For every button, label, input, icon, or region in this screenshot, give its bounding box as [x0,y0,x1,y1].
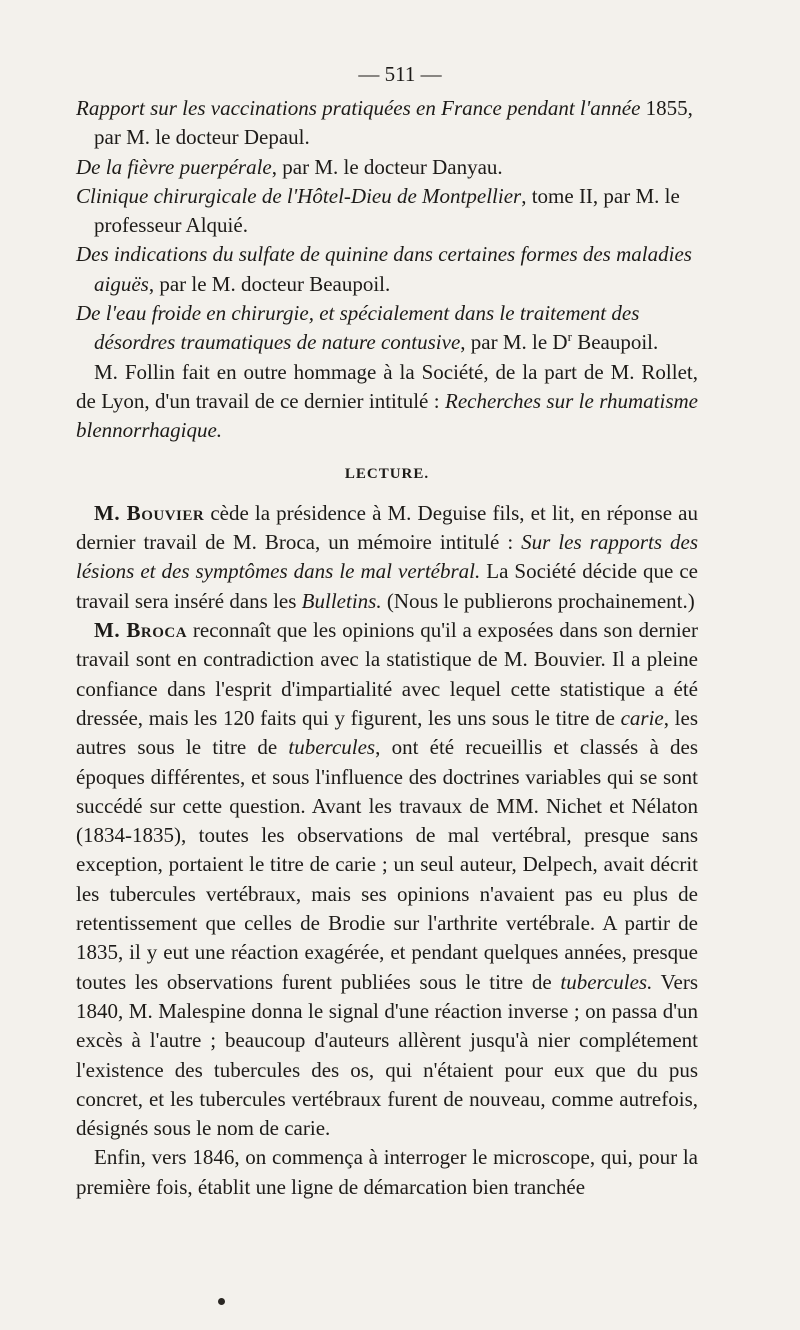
speaker-name: M. Broca [94,618,188,643]
reference-entry: Des indications du sulfate de quinine dans certaines formes des maladies aiguës, par le M. docteur Beaupoil. [76,242,692,296]
speaker-name: M. Bouvier [94,500,205,525]
reference-title: Rapport sur les vaccinations pratiquées en France pendant l'année [76,96,641,120]
page-number: — 511 — [358,62,442,86]
enfin-paragraph: Enfin, vers 1846, on commença à interroger le microscope, qui, pour la première fois, établit une ligne de démarcation bien tranchée [76,1145,698,1199]
reference-title: Clinique chirurgicale de l'Hôtel-Dieu de Montpellier [76,183,522,208]
reference-title: De l'eau froide en chirurgie, et spécialement dans le traitement des désordres traumatiques de nature contusive [76,301,640,355]
ink-speck [218,1298,225,1305]
bouvier-paragraph: M. Bouvier cède la présidence à M. Deguise fils, et lit, en réponse au dernier travail de M. Broca, un mémoire intitulé : Sur les rapports des lésions et des symptômes dans le mal vertébral. La Société décide que ce travail sera inséré dans les Bulletins. (Nous le publierons prochainement.) [76,500,698,613]
section-heading: LECTURE. [344,465,430,482]
reference-entry: Rapport sur les vaccinations pratiquées en France pendant l'année 1855, par M. le docteur Depaul. [76,96,693,150]
reference-entry: Clinique chirurgicale de l'Hôtel-Dieu de Montpellier, tome II, par M. le professeur Alquié. [76,183,680,238]
reference-title: De la fièvre puerpérale [76,154,272,179]
broca-paragraph: M. Broca reconnaît que les opinions qu'il a exposées dans son dernier travail sont en contradiction avec la statistique de M. Bouvier. Il a pleine confiance dans l'esprit d'impartialité avec lequel cette statistique a été dressée, mais les 120 faits qui y figurent, les uns sous le titre de carie, les autres sous le titre de tubercules, ont été recueillis et classés à des époques différentes, et sous l'influence des doctrines variables qui se sont succédé sur cette question. Avant les travaux de MM. Nichet et Nélaton (1834-1835), toutes les observations de mal vertébral, presque sans exception, portaient le titre de carie ; un seul auteur, Delpech, avait décrit les tubercules vertébraux, mais ses opinions n'avaient pas eu plus de retentissement que celles de Brodie sur l'arthrite vertébrale. A partir de 1835, il y eut une réaction exagérée, et pendant quelques années, presque toutes les observations furent publiées sous le titre de tubercules. Vers 1840, M. Malespine donna le signal d'une réaction inverse ; on passa d'un excès à l'autre ; beaucoup d'auteurs allèrent jusqu'à nier complétement l'existence des tubercules des os, qui n'étaient pour eux que du pus concret, et les tubercules vertébraux furent de nouveau, comme autrefois, désignés sous le nom de carie. [76,618,699,1141]
text-column [76,94,698,1202]
follin-title: Recherches sur le rhumatisme blennorrhagique. [76,388,698,443]
reference-entry: De la fièvre puerpérale, par M. le docteur Danyau. [76,154,503,179]
reference-entry: De l'eau froide en chirurgie, et spécialement dans le traitement des désordres traumatiques de nature contusive, par M. le $D^r$ Beaupoil. [76,301,659,355]
reference-title: Des indications du sulfate de quinine dans certaines formes des maladies aiguës [76,242,692,296]
follin-paragraph: M. Follin fait en outre hommage à la Société, de la part de M. Rollet, de Lyon, d'un travail de ce dernier intitulé : Recherches sur le rhumatisme blennorrhagique. [76,359,698,443]
